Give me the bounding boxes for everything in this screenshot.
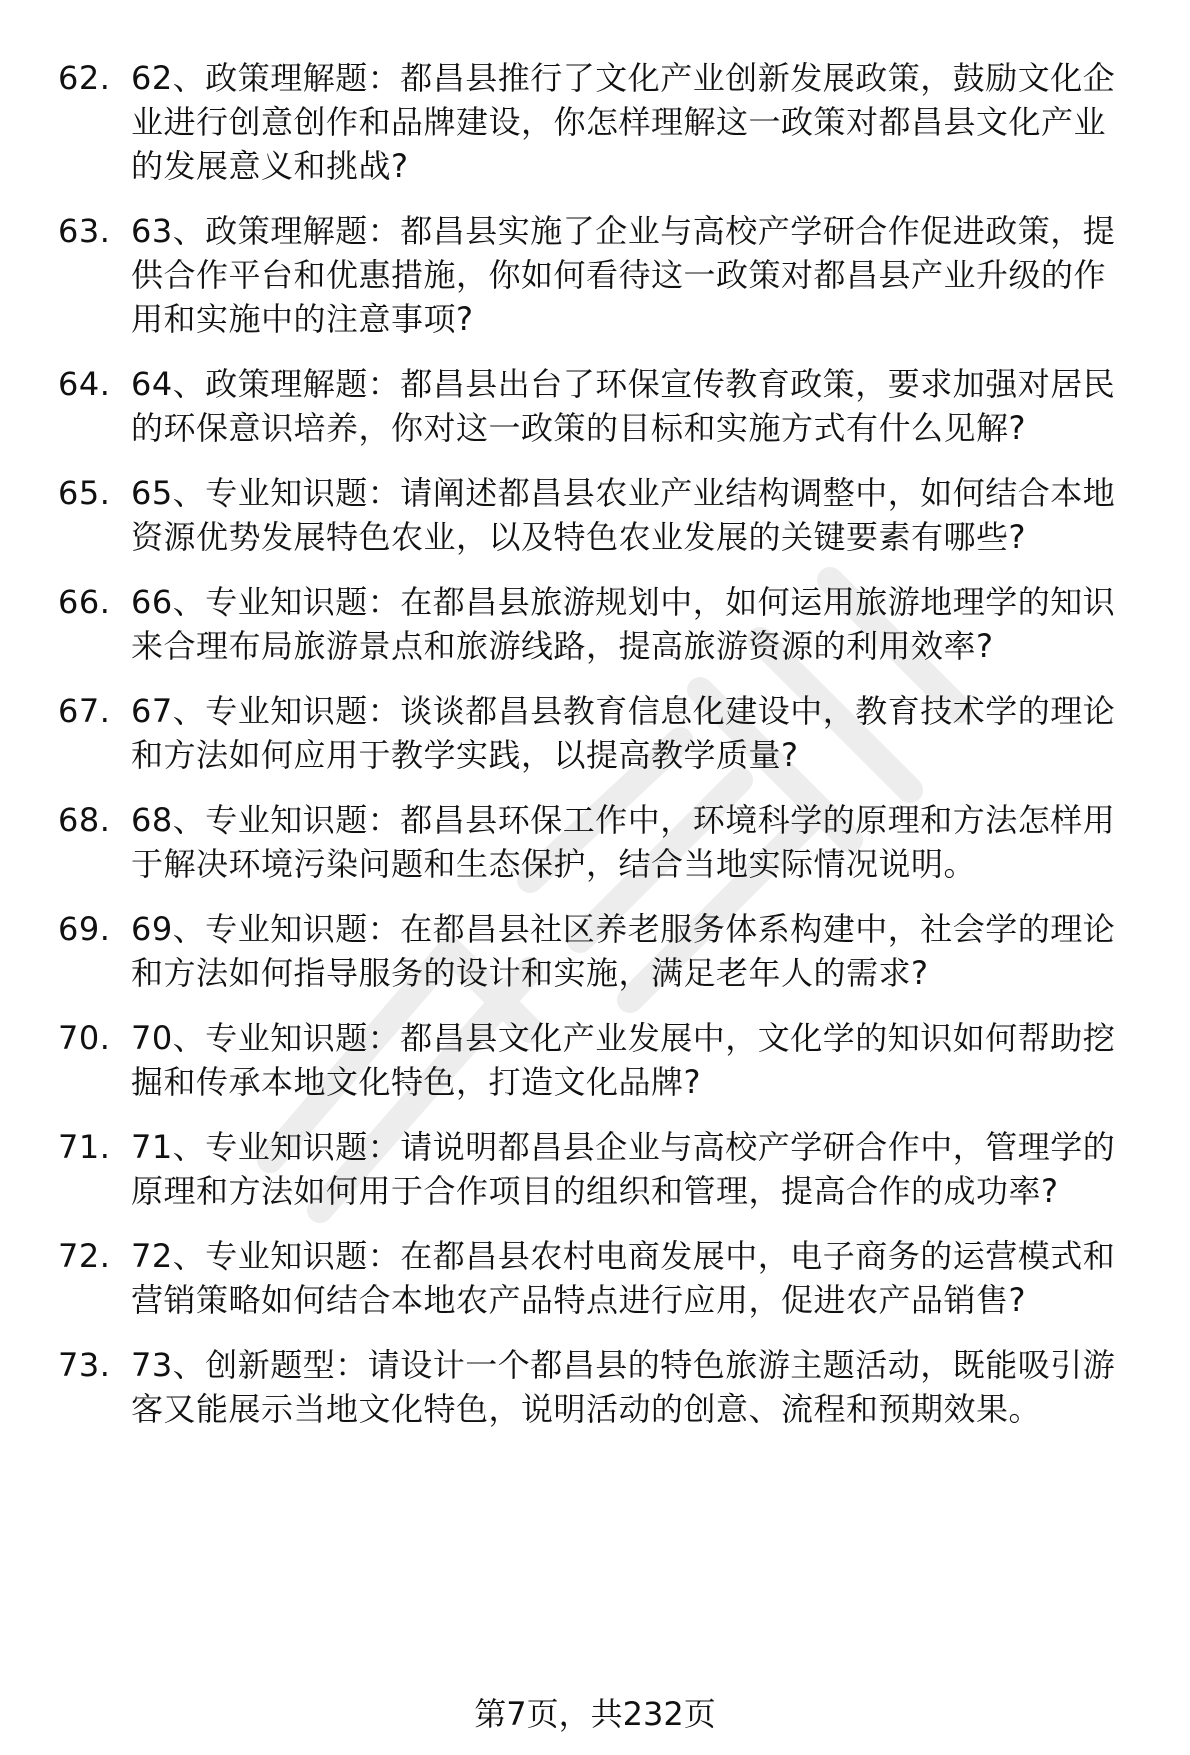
question-number: 65.	[58, 474, 111, 512]
question-item	[0, 689, 1190, 777]
question-text: 69、专业知识题：在都昌县社区养老服务体系构建中，社会学的理论和方法如何指导服务的设计和实施，满足老年人的需求?	[131, 910, 1116, 992]
question-text: 66、专业知识题：在都昌县旅游规划中，如何运用旅游地理学的知识来合理布局旅游景点和旅游线路，提高旅游资源的利用效率?	[131, 583, 1116, 665]
question-text: 64、政策理解题：都昌县出台了环保宣传教育政策，要求加强对居民的环保意识培养，你对这一政策的目标和实施方式有什么见解?	[131, 365, 1116, 447]
question-item	[0, 1125, 1190, 1213]
page-number-label: 第7页，共232页	[474, 1695, 716, 1733]
question-item	[0, 1016, 1190, 1104]
question-item	[0, 362, 1190, 450]
question-number: 68.	[58, 801, 111, 839]
question-number: 70.	[58, 1019, 111, 1057]
question-item	[0, 471, 1190, 559]
question-number: 67.	[58, 692, 111, 730]
question-number: 73.	[58, 1346, 111, 1384]
question-text: 62、政策理解题：都昌县推行了文化产业创新发展政策，鼓励文化企业进行创意创作和品牌建设，你怎样理解这一政策对都昌县文化产业的发展意义和挑战?	[131, 59, 1116, 185]
question-number: 62.	[58, 59, 111, 97]
question-number: 72.	[58, 1237, 111, 1275]
question-text: 73、创新题型：请设计一个都昌县的特色旅游主题活动，既能吸引游客又能展示当地文化特色，说明活动的创意、流程和预期效果。	[131, 1346, 1116, 1428]
question-text: 72、专业知识题：在都昌县农村电商发展中，电子商务的运营模式和营销策略如何结合本地农产品特点进行应用，促进农产品销售?	[131, 1237, 1116, 1319]
question-item	[0, 798, 1190, 886]
question-number: 69.	[58, 910, 111, 948]
question-item	[0, 580, 1190, 668]
question-number: 66.	[58, 583, 111, 621]
question-text: 71、专业知识题：请说明都昌县企业与高校产学研合作中，管理学的原理和方法如何用于合作项目的组织和管理，提高合作的成功率?	[131, 1128, 1116, 1210]
question-number: 71.	[58, 1128, 111, 1166]
question-text: 65、专业知识题：请阐述都昌县农业产业结构调整中，如何结合本地资源优势发展特色农业，以及特色农业发展的关键要素有哪些?	[131, 474, 1116, 556]
question-text: 63、政策理解题：都昌县实施了企业与高校产学研合作促进政策，提供合作平台和优惠措施，你如何看待这一政策对都昌县产业升级的作用和实施中的注意事项?	[131, 212, 1116, 338]
question-item	[0, 1343, 1190, 1431]
question-text: 68、专业知识题：都昌县环保工作中，环境科学的原理和方法怎样用于解决环境污染问题和生态保护，结合当地实际情况说明。	[131, 801, 1116, 883]
question-item	[0, 56, 1190, 188]
question-number: 63.	[58, 212, 111, 250]
question-text: 67、专业知识题：谈谈都昌县教育信息化建设中，教育技术学的理论和方法如何应用于教学实践，以提高教学质量?	[131, 692, 1116, 774]
page-footer	[0, 1694, 1190, 1734]
question-list	[0, 56, 1190, 1452]
question-item	[0, 209, 1190, 341]
question-item	[0, 1234, 1190, 1322]
question-text: 70、专业知识题：都昌县文化产业发展中，文化学的知识如何帮助挖掘和传承本地文化特色，打造文化品牌?	[131, 1019, 1116, 1101]
question-number: 64.	[58, 365, 111, 403]
question-item	[0, 907, 1190, 995]
